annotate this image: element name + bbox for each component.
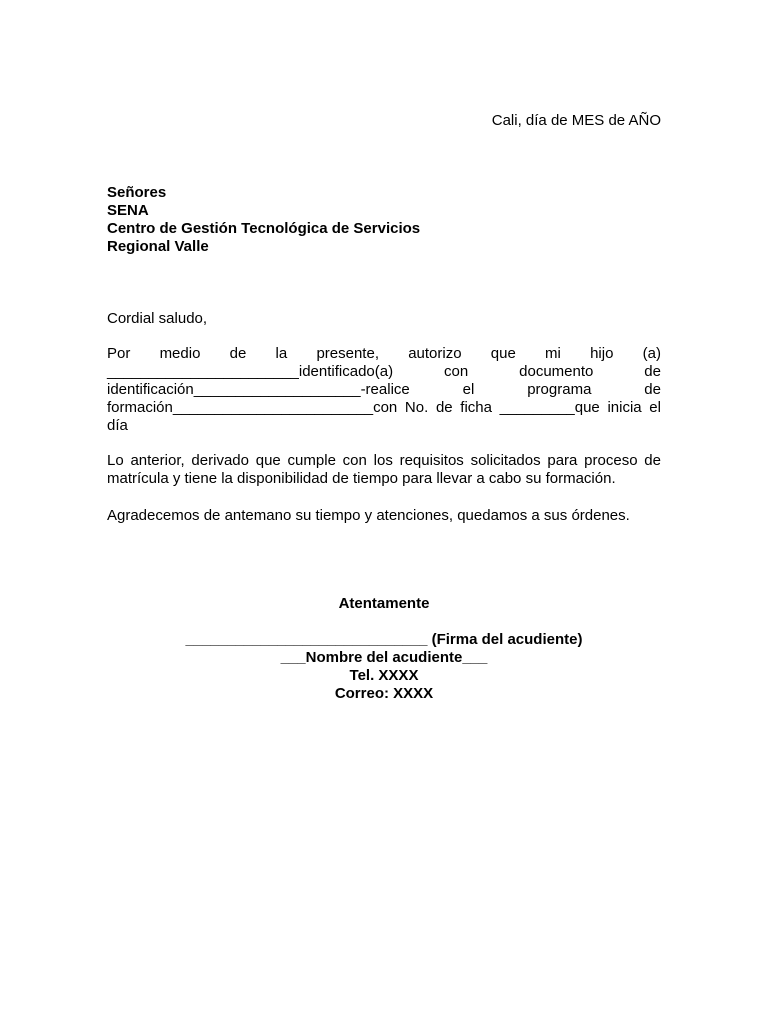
greeting: Cordial saludo, [107,310,208,327]
recipient-block [107,184,420,256]
email-line: Correo: XXXX [334,685,434,702]
phone-line: Tel. XXXX [349,667,419,684]
requirements-paragraph [107,452,661,488]
recipient-line-4: Regional Valle [107,238,209,255]
recipient-line-2: SENA [107,202,149,219]
signature-line: _____________________________ (Firma del acudiente) [185,631,583,648]
guardian-name-line: ___Nombre del acudiente___ [280,649,488,666]
recipient-line-1: Señores [107,184,167,201]
paragraph-line: Por medio de la presente, autorizo que mi hijo (a) [107,345,661,362]
paragraph-line: _______________________identificado(a) con documento de [107,363,661,380]
paragraph-line: matrícula y tiene la disponibilidad de tiempo para llevar a cabo su formación. [107,470,616,487]
closing-word: Atentamente [338,595,430,612]
authorization-paragraph [107,345,661,435]
signature-block [0,631,768,703]
recipient-line-3: Centro de Gestión Tecnológica de Servicios [107,220,421,237]
paragraph-line: formación________________________con No. de ficha _________que inicia el [107,399,661,416]
thanks-paragraph: Agradecemos de antemano su tiempo y atenciones, quedamos a sus órdenes. [107,507,630,524]
paragraph-line: Lo anterior, derivado que cumple con los requisitos solicitados para proceso de [107,452,661,469]
date-line: Cali, día de MES de AÑO [491,112,661,129]
paragraph-line: identificación____________________-realice el programa de [107,381,661,398]
paragraph-line: día [107,417,128,434]
